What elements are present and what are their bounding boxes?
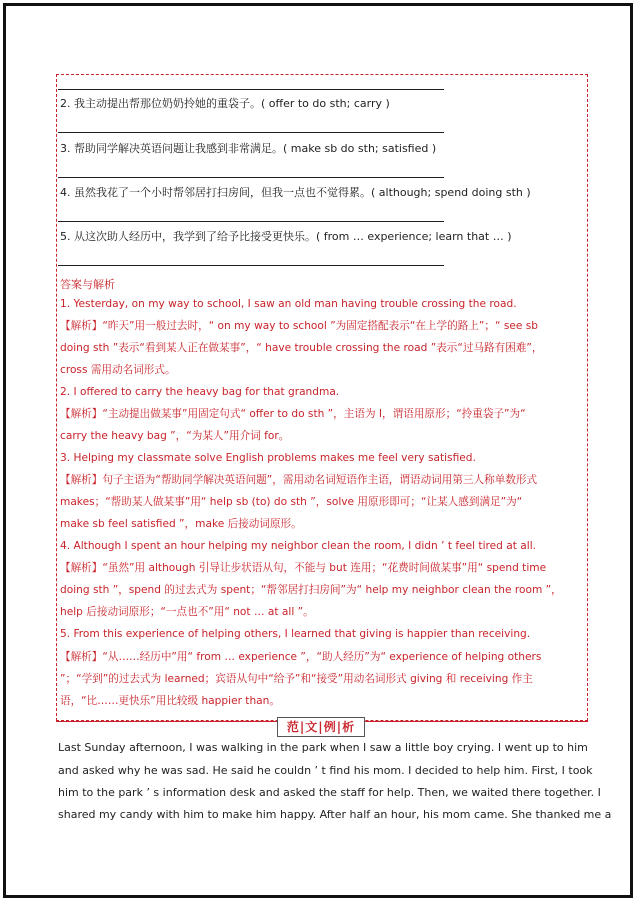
- answer-line: doing sth ”表示“看到某人正在做某事”，“ have trouble crossing the road ”表示“过马路有困难”，: [60, 342, 543, 354]
- section-title: 范|文|例|析: [277, 717, 365, 737]
- answer-line: makes；“帮助某人做某事”用“ help sb (to) do sth ”，solve 用原形即可；“让某人感到满足”为“: [60, 496, 523, 508]
- answers-heading: 答案与解析: [60, 278, 115, 291]
- answer-line: 【解析】“主动提出做某事”用固定句式“ offer to do sth ”，主语为 I，谓语用原形；“拎重袋子”为“: [60, 408, 526, 420]
- answer-line: 1. Yesterday, on my way to school, I saw an old man having trouble crossing the road.: [60, 298, 517, 310]
- question-2: 2. 我主动提出帮那位奶奶拎她的重袋子。( offer to do sth; carry ): [60, 97, 390, 110]
- essay-line: and asked why he was sad. He said he couldn ’ t find his mom. I decided to help him. First, I took: [58, 764, 593, 777]
- answer-line: help 后接动词原形；“一点也不”用“ not … at all ”。: [60, 606, 314, 618]
- answer-line: 2. I offered to carry the heavy bag for that grandma.: [60, 386, 340, 398]
- blank-line[interactable]: [58, 132, 444, 133]
- answer-line: 【解析】“昨天”用一般过去时，“ on my way to school ”为固定搭配表示“在上学的路上”；“ see sb: [60, 320, 538, 332]
- answer-line: 3. Helping my classmate solve English problems makes me feel very satisfied.: [60, 452, 476, 464]
- answer-line: 5. From this experience of helping others, I learned that giving is happier than receiving.: [60, 628, 531, 640]
- answer-line: cross 需用动名词形式。: [60, 364, 176, 376]
- answer-line: doing sth ”，spend 的过去式为 spent；“帮邻居打扫房间”为“ help my neighbor clean the room ”，: [60, 584, 562, 596]
- question-4: 4. 虽然我花了一个小时帮邻居打扫房间，但我一点也不觉得累。( although; spend doing sth ): [60, 186, 531, 199]
- answer-line: 【解析】“从……经历中”用“ from … experience ”，“助人经历”为“ experience of helping others: [60, 651, 542, 663]
- question-5: 5. 从这次助人经历中，我学到了给予比接受更快乐。( from … experience; learn that … ): [60, 230, 512, 243]
- essay-line: Last Sunday afternoon, I was walking in the park when I saw a little boy crying. I went up to him: [58, 741, 588, 754]
- blank-line[interactable]: [58, 221, 444, 222]
- essay-line: him to the park ’ s information desk and asked the staff for help. Then, we waited there together. I: [58, 786, 601, 799]
- answer-line: carry the heavy bag ”，“为某人”用介词 for。: [60, 430, 290, 442]
- answer-line: 【解析】句子主语为“帮助同学解决英语问题”，需用动名词短语作主语，谓语动词用第三人称单数形式: [60, 474, 538, 486]
- answer-line: 语，“比……更快乐”用比较级 happier than。: [60, 695, 280, 707]
- question-3: 3. 帮助同学解决英语问题让我感到非常满足。( make sb do sth; satisfied ): [60, 142, 437, 155]
- answer-line: 【解析】“虽然”用 although 引导让步状语从句，不能与 but 连用；“花费时间做某事”用“ spend time: [60, 562, 547, 574]
- answer-line: make sb feel satisfied ”，make 后接动词原形。: [60, 518, 302, 530]
- blank-line[interactable]: [58, 265, 444, 266]
- answer-line: 4. Although I spent an hour helping my neighbor clean the room, I didn ’ t feel tired at all.: [60, 540, 537, 552]
- essay-line: shared my candy with him to make him happy. After half an hour, his mom came. She thanked me a: [58, 808, 612, 821]
- answer-line: ”；“学到”的过去式为 learned；宾语从句中“给予”和“接受”用动名词形式 giving 和 receiving 作主: [60, 673, 533, 685]
- blank-line[interactable]: [58, 89, 444, 90]
- blank-line[interactable]: [58, 177, 444, 178]
